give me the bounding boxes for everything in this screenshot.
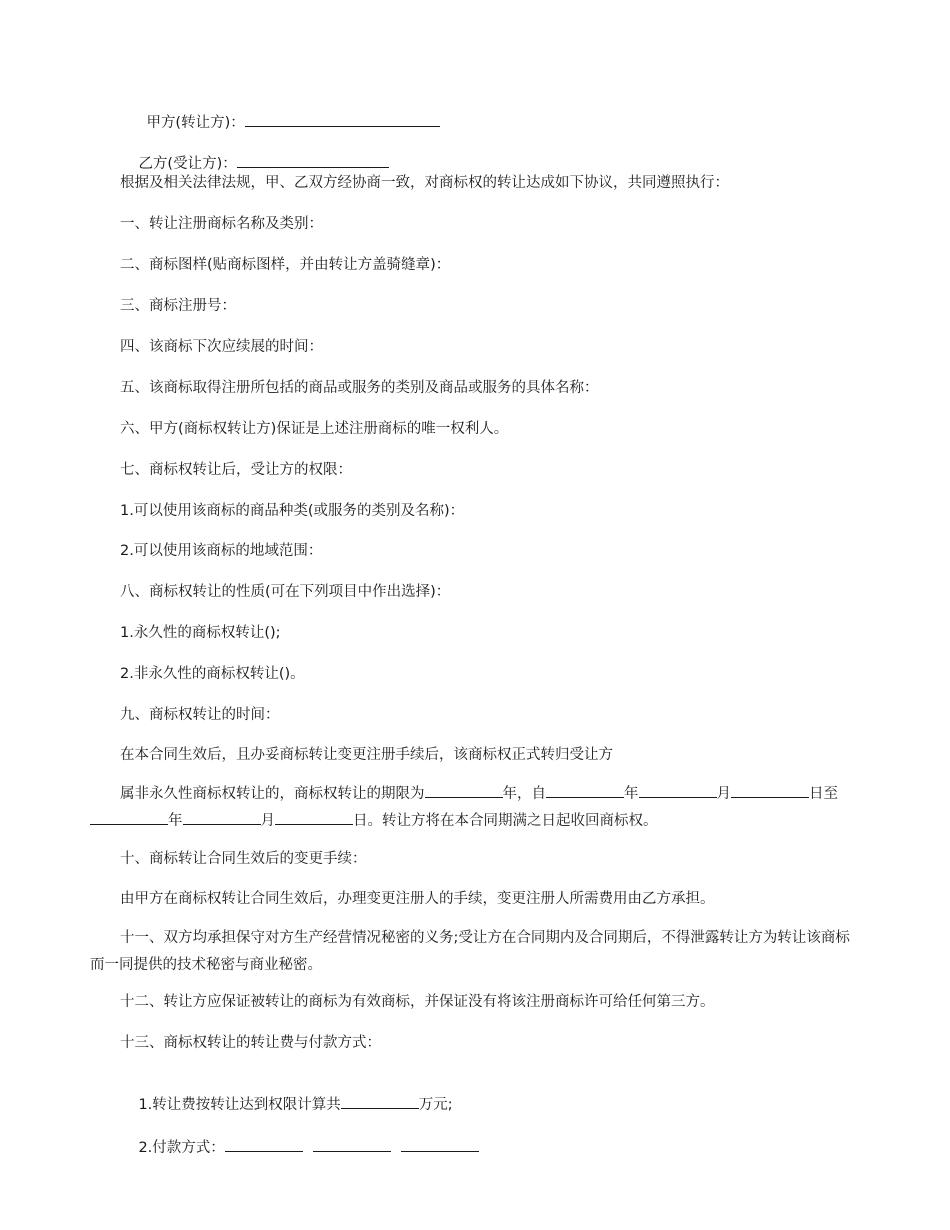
clause-12: 十二、转让方应保证被转让的商标为有效商标，并保证没有将该注册商标许可给任何第三方。 <box>120 994 715 1010</box>
term-years-blank <box>425 783 503 798</box>
payment-blank-1 <box>225 1137 303 1152</box>
clause-4: 四、该商标下次应续展的时间： <box>120 339 323 355</box>
payment-blank-2 <box>313 1137 391 1152</box>
clause-7: 七、商标权转让后，受让方的权限： <box>120 462 352 478</box>
clause-8: 八、商标权转让的性质(可在下列项目中作出选择)： <box>120 584 451 600</box>
end-day-blank <box>275 810 353 825</box>
party-b-label: 乙方(受让方)： <box>138 156 237 172</box>
clause-1: 一、转让注册商标名称及类别： <box>120 216 323 232</box>
end-year-blank <box>90 810 168 825</box>
clause-8-item-2: 2.非永久性的商标权转让()。 <box>120 666 305 682</box>
fee-amount-blank <box>341 1094 419 1109</box>
clause-8-item-1: 1.永久性的商标权转让(); <box>120 625 281 641</box>
clause-13: 十三、商标权转让的转让费与付款方式： <box>120 1035 381 1051</box>
clause-5: 五、该商标取得注册所包括的商品或服务的类别及商品或服务的具体名称： <box>120 380 599 396</box>
clause-9-text: 在本合同生效后，且办妥商标转让变更注册手续后，该商标权正式转归受让方 <box>120 747 613 763</box>
clause-10: 十、商标转让合同生效后的变更手续： <box>120 851 367 867</box>
clause-9: 九、商标权转让的时间： <box>120 707 280 723</box>
clause-2: 二、商标图样(贴商标图样，并由转让方盖骑缝章)： <box>120 257 451 273</box>
clause-13-item-2: 2.付款方式： <box>120 1117 479 1178</box>
clause-11: 十一、双方均承担保守对方生产经营情况秘密的义务;受让方在合同期内及合同期后，不得泄露转让方为转让该商标而一同提供的技术秘密与商业秘密。 <box>90 930 850 973</box>
clause-13-item-1: 1.转让费按转让达到权限计算共 万元; <box>120 1074 453 1135</box>
party-a-label: 甲方(转让方)： <box>146 115 245 131</box>
clause-7-item-2: 2.可以使用该商标的地域范围： <box>120 543 323 559</box>
clause-10-text: 由甲方在商标权转让合同生效后，办理变更注册人的手续，变更注册人所需费用由乙方承担。 <box>120 891 715 907</box>
party-b-blank <box>237 153 389 168</box>
clause-3: 三、商标注册号： <box>120 298 236 314</box>
clause-7-item-1: 1.可以使用该商标的商品种类(或服务的类别及名称)： <box>120 503 465 519</box>
payment-blank-3 <box>401 1137 479 1152</box>
party-a-blank <box>245 112 440 127</box>
clause-9-term-paragraph: 属非永久性商标权转让的，商标权转让的期限为 年，自 年 月 日至年 月 日。转让方将在本合同期满之日起收回商标权。 <box>90 781 858 835</box>
intro-paragraph: 根据及相关法律法规，甲、乙双方经协商一致，对商标权的转让达成如下协议，共同遵照执行： <box>120 175 729 191</box>
clause-6: 六、甲方(商标权转让方)保证是上述注册商标的唯一权利人。 <box>120 421 509 437</box>
start-year-blank <box>546 783 624 798</box>
start-month-blank <box>639 783 717 798</box>
end-month-blank <box>183 810 261 825</box>
start-day-blank <box>731 783 809 798</box>
